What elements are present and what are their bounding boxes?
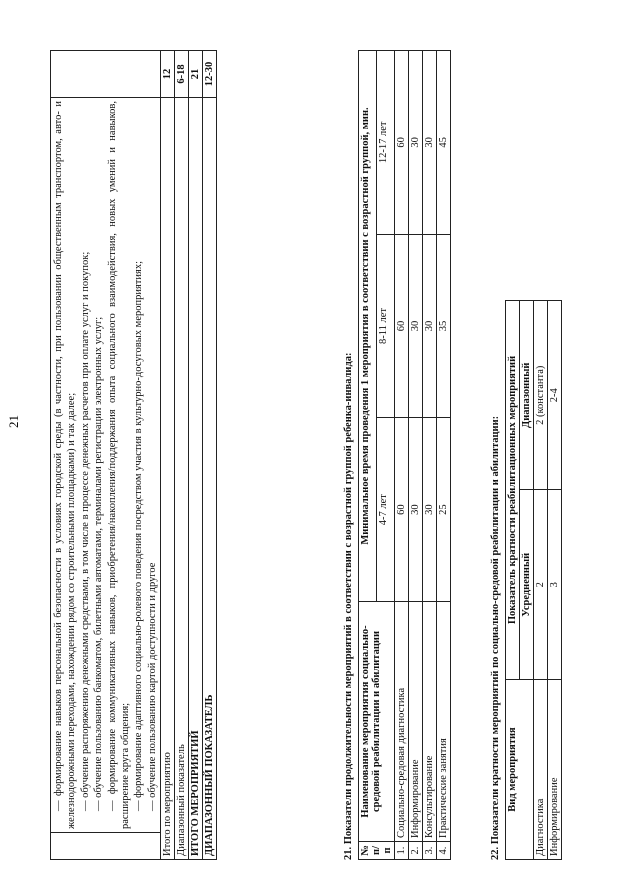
section-21-title: 21. Показатели продолжительности мероприятий в соответствии с возрастной группой ребенка-инвалида: <box>343 352 354 860</box>
table-row <box>51 51 161 860</box>
table-row: ДИАПАЗОННЫЙ ПОКАЗАТЕЛЬ 12-30 <box>203 51 217 860</box>
table-row: 2. Информирование 30 30 30 <box>409 51 423 860</box>
table-row: Диапазонный показатель 6-18 <box>175 51 189 860</box>
header-group: Показатель кратности реабилитационных мероприятий <box>506 301 520 680</box>
table-row: Итого по мероприятию 12 <box>161 51 175 860</box>
list-item: — формирование адаптивного социально-ролевого поведения посредством участия в культурно-досуговых мероприятиях; <box>133 260 145 811</box>
table-row: 1. Социально-средовая диагностика 60 60 60 <box>395 51 409 860</box>
frequency-table <box>505 300 562 860</box>
activities-table <box>50 50 217 860</box>
age-group: 12-17 лет <box>377 51 395 235</box>
header-time: Минимальное время проведения 1 мероприятия в соответствии с возрастной группой, мин. <box>359 51 377 602</box>
section-22-title: 22. Показатели кратности мероприятий по социально-средовой реабилитации и абилитации: <box>490 415 501 860</box>
table-row: Диагностика 2 2 (константа) <box>534 301 548 860</box>
table-row: 4. Практические занятия 25 35 45 <box>437 51 451 860</box>
list-item: — обучение пользованию банкоматом, билетными автоматами, терминалами регистрации электронных услуг; <box>93 316 105 811</box>
table-header-row <box>506 301 520 860</box>
list-item: — формирование коммуникативных навыков, приобретения/накопления/поддержания опыта социального взаимодействия, новых умений и навыков, расширение круга общения; <box>106 101 132 829</box>
list-item: — формирование навыков персональной безопасности в условиях городской среды (в частности, при пользовании общественным транспортом, авто- и железнодорожными переходами, нахождении рядом со строительными площадками) и так далее; <box>53 101 78 829</box>
table-row: ИТОГО МЕРОПРИЯТИЙ 21 <box>189 51 203 860</box>
table-row: 3. Консультирование 30 30 30 <box>423 51 437 860</box>
age-group: 8-11 лет <box>377 234 395 418</box>
rotated-content <box>50 50 610 860</box>
duration-table <box>358 50 451 860</box>
table-header-row <box>359 51 377 860</box>
age-group: 4-7 лет <box>377 418 395 602</box>
header-range: Диапазонный <box>520 301 534 491</box>
page-number: 21 <box>6 415 21 428</box>
header-name: Наименование мероприятия социально-средовой реабилитации и абилитации <box>359 602 395 842</box>
table-row: Информирование 3 2-4 <box>548 301 562 860</box>
header-num: № п/п <box>359 842 395 860</box>
activity-description <box>51 98 161 833</box>
list-item: — обучение пользованию картой доступности и другое <box>146 562 158 811</box>
header-avg: Усредненный <box>520 490 534 680</box>
header-kind: Вид мероприятия <box>506 680 534 860</box>
list-item: — обучение распоряжению денежными средствами, в том числе в процессе денежных расчетов при оплате услуг и покупок; <box>79 251 91 811</box>
